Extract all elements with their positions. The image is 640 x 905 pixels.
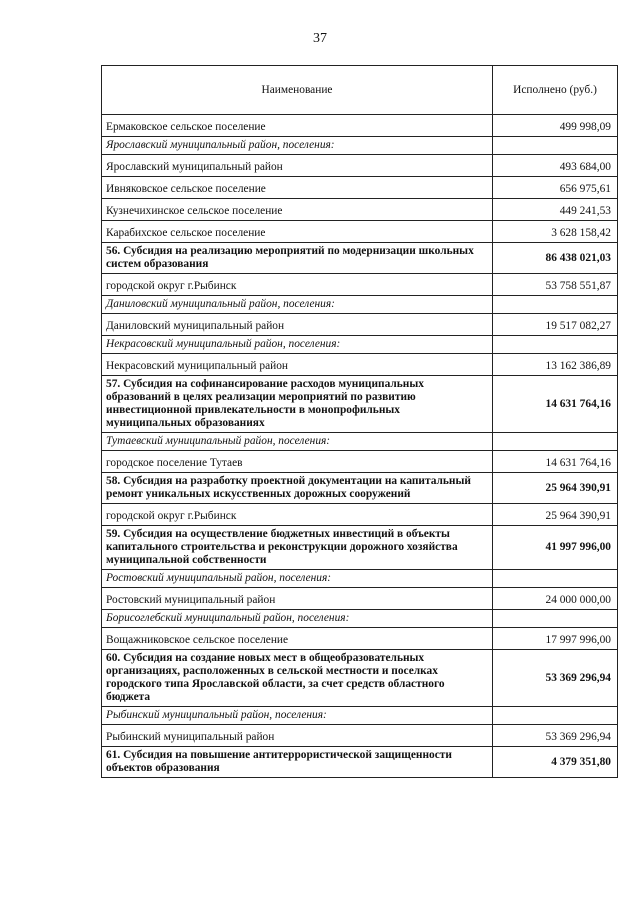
row-value: 14 631 764,16: [493, 376, 618, 433]
row-name: Кузнечихинское сельское поселение: [102, 199, 493, 221]
row-value: 17 997 996,00: [493, 628, 618, 650]
table-row: [102, 296, 618, 314]
row-name: городское поселение Тутаев: [102, 451, 493, 473]
table-row: [102, 588, 618, 610]
table-row: [102, 433, 618, 451]
row-value: 41 997 996,00: [493, 526, 618, 570]
row-name: Ярославский муниципальный район, поселения:: [102, 137, 493, 155]
row-name: Даниловский муниципальный район: [102, 314, 493, 336]
table-row: [102, 451, 618, 473]
row-name: Карабихское сельское поселение: [102, 221, 493, 243]
row-value: 19 517 082,27: [493, 314, 618, 336]
row-name: Ростовский муниципальный район: [102, 588, 493, 610]
table-row: [102, 177, 618, 199]
row-value: 449 241,53: [493, 199, 618, 221]
table-row: [102, 504, 618, 526]
row-name: Рыбинский муниципальный район: [102, 725, 493, 747]
table-row: [102, 628, 618, 650]
row-name: городской округ г.Рыбинск: [102, 274, 493, 296]
row-name: 61. Субсидия на повышение антитеррористической защищенности объектов образования: [102, 747, 493, 778]
row-name: 56. Субсидия на реализацию мероприятий по модернизации школьных систем образования: [102, 243, 493, 274]
row-name: Ивняковское сельское поселение: [102, 177, 493, 199]
row-value: 86 438 021,03: [493, 243, 618, 274]
table-row: [102, 115, 618, 137]
table-row: [102, 707, 618, 725]
row-value: 14 631 764,16: [493, 451, 618, 473]
row-value: 53 369 296,94: [493, 725, 618, 747]
row-value: 53 758 551,87: [493, 274, 618, 296]
row-name: Тутаевский муниципальный район, поселения:: [102, 433, 493, 451]
row-name: 58. Субсидия на разработку проектной документации на капитальный ремонт уникальных искусственных дорожных сооружений: [102, 473, 493, 504]
row-value: 3 628 158,42: [493, 221, 618, 243]
row-name: Ермаковское сельское поселение: [102, 115, 493, 137]
table-row: [102, 314, 618, 336]
row-name: Вощажниковское сельское поселение: [102, 628, 493, 650]
row-value: [493, 707, 618, 725]
row-value: [493, 336, 618, 354]
row-name: Некрасовский муниципальный район: [102, 354, 493, 376]
row-name: Некрасовский муниципальный район, поселения:: [102, 336, 493, 354]
header-name: Наименование: [102, 66, 493, 115]
budget-table: [101, 65, 618, 778]
table-row: [102, 747, 618, 778]
table-row: [102, 376, 618, 433]
row-value: [493, 296, 618, 314]
row-value: [493, 570, 618, 588]
row-name: Борисоглебский муниципальный район, поселения:: [102, 610, 493, 628]
table-row: [102, 243, 618, 274]
row-name: Ярославский муниципальный район: [102, 155, 493, 177]
row-value: 493 684,00: [493, 155, 618, 177]
table-body: [102, 115, 618, 778]
table-row: [102, 221, 618, 243]
row-name: 59. Субсидия на осуществление бюджетных инвестиций в объекты капитального строительства и реконструкции дорожного хозяйства муниципальной собственности: [102, 526, 493, 570]
row-value: [493, 137, 618, 155]
table-row: [102, 336, 618, 354]
row-value: 24 000 000,00: [493, 588, 618, 610]
table-header-row: [102, 66, 618, 115]
row-value: 53 369 296,94: [493, 650, 618, 707]
row-name: 60. Субсидия на создание новых мест в общеобразовательных организациях, расположенных в сельской местности и поселках городского типа Ярославской области, за счет средств областного бюджета: [102, 650, 493, 707]
row-value: 25 964 390,91: [493, 473, 618, 504]
row-name: Ростовский муниципальный район, поселения:: [102, 570, 493, 588]
table-row: [102, 570, 618, 588]
table-row: [102, 473, 618, 504]
row-value: 656 975,61: [493, 177, 618, 199]
table-row: [102, 526, 618, 570]
row-value: 4 379 351,80: [493, 747, 618, 778]
row-value: [493, 610, 618, 628]
table-row: [102, 354, 618, 376]
table-row: [102, 274, 618, 296]
table-row: [102, 610, 618, 628]
row-name: 57. Субсидия на софинансирование расходов муниципальных образований в целях реализации мероприятий по развитию инвестиционной привлекательности в монопрофильных муниципальных образованиях: [102, 376, 493, 433]
table-row: [102, 137, 618, 155]
header-value: Исполнено (руб.): [493, 66, 618, 115]
row-value: 13 162 386,89: [493, 354, 618, 376]
table-row: [102, 155, 618, 177]
row-value: 25 964 390,91: [493, 504, 618, 526]
row-name: городской округ г.Рыбинск: [102, 504, 493, 526]
table-row: [102, 725, 618, 747]
row-name: Рыбинский муниципальный район, поселения:: [102, 707, 493, 725]
table-row: [102, 650, 618, 707]
table-row: [102, 199, 618, 221]
row-value: [493, 433, 618, 451]
page-number: 37: [313, 31, 327, 46]
row-name: Даниловский муниципальный район, поселения:: [102, 296, 493, 314]
row-value: 499 998,09: [493, 115, 618, 137]
